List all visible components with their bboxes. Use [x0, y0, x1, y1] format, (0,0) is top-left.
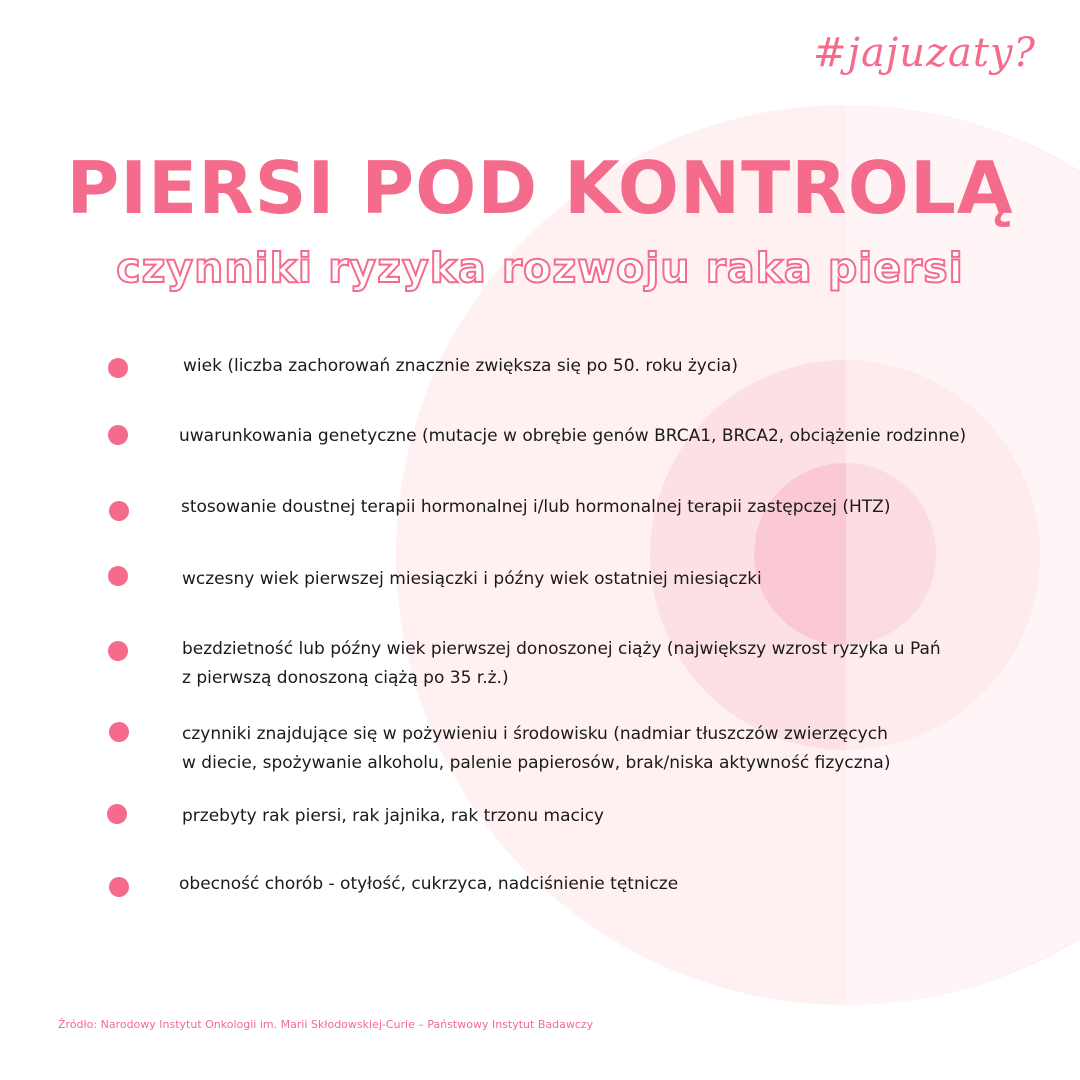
- source-note: Źródło: Narodowy Instytut Onkologii im. Marii Skłodowskiej-Curie – Państwowy Instytut Badawczy: [58, 1018, 594, 1031]
- bullet-dot: [108, 641, 128, 661]
- list-item-text: czynniki znajdujące się w pożywieniu i środowisku (nadmiar tłuszczów zwierzęcych: [182, 724, 888, 744]
- bullet-dot: [108, 358, 128, 378]
- list-item-text: przebyty rak piersi, rak jajnika, rak trzonu macicy: [182, 806, 604, 826]
- page-title: PIERSI POD KONTROLĄ: [66, 146, 1014, 230]
- bullet-dot: [109, 501, 129, 521]
- list-item-text: w diecie, spożywanie alkoholu, palenie papierosów, brak/niska aktywność fizyczna): [182, 753, 891, 773]
- bullet-dot: [109, 722, 129, 742]
- bullet-dot: [108, 566, 128, 586]
- page-subtitle: czynniki ryzyka rozwoju raka piersi: [116, 244, 964, 292]
- bullet-dot: [107, 804, 127, 824]
- list-item-text: wiek (liczba zachorowań znacznie zwiększa się po 50. roku życia): [183, 356, 738, 376]
- list-item-text: bezdzietność lub późny wiek pierwszej donoszonej ciąży (największy wzrost ryzyka u Pań: [182, 639, 941, 659]
- hashtag: #jajuzaty?: [813, 30, 1036, 76]
- list-item-text: obecność chorób - otyłość, cukrzyca, nadciśnienie tętnicze: [179, 874, 679, 894]
- bullet-dot: [108, 425, 128, 445]
- bullet-dot: [109, 877, 129, 897]
- list-item-text: wczesny wiek pierwszej miesiączki i późny wiek ostatniej miesiączki: [182, 569, 762, 589]
- list-item-text: z pierwszą donoszoną ciążą po 35 r.ż.): [182, 668, 509, 688]
- list-item-text: stosowanie doustnej terapii hormonalnej i/lub hormonalnej terapii zastępczej (HTZ): [181, 497, 891, 517]
- list-item-text: uwarunkowania genetyczne (mutacje w obrębie genów BRCA1, BRCA2, obciążenie rodzinne): [179, 426, 967, 446]
